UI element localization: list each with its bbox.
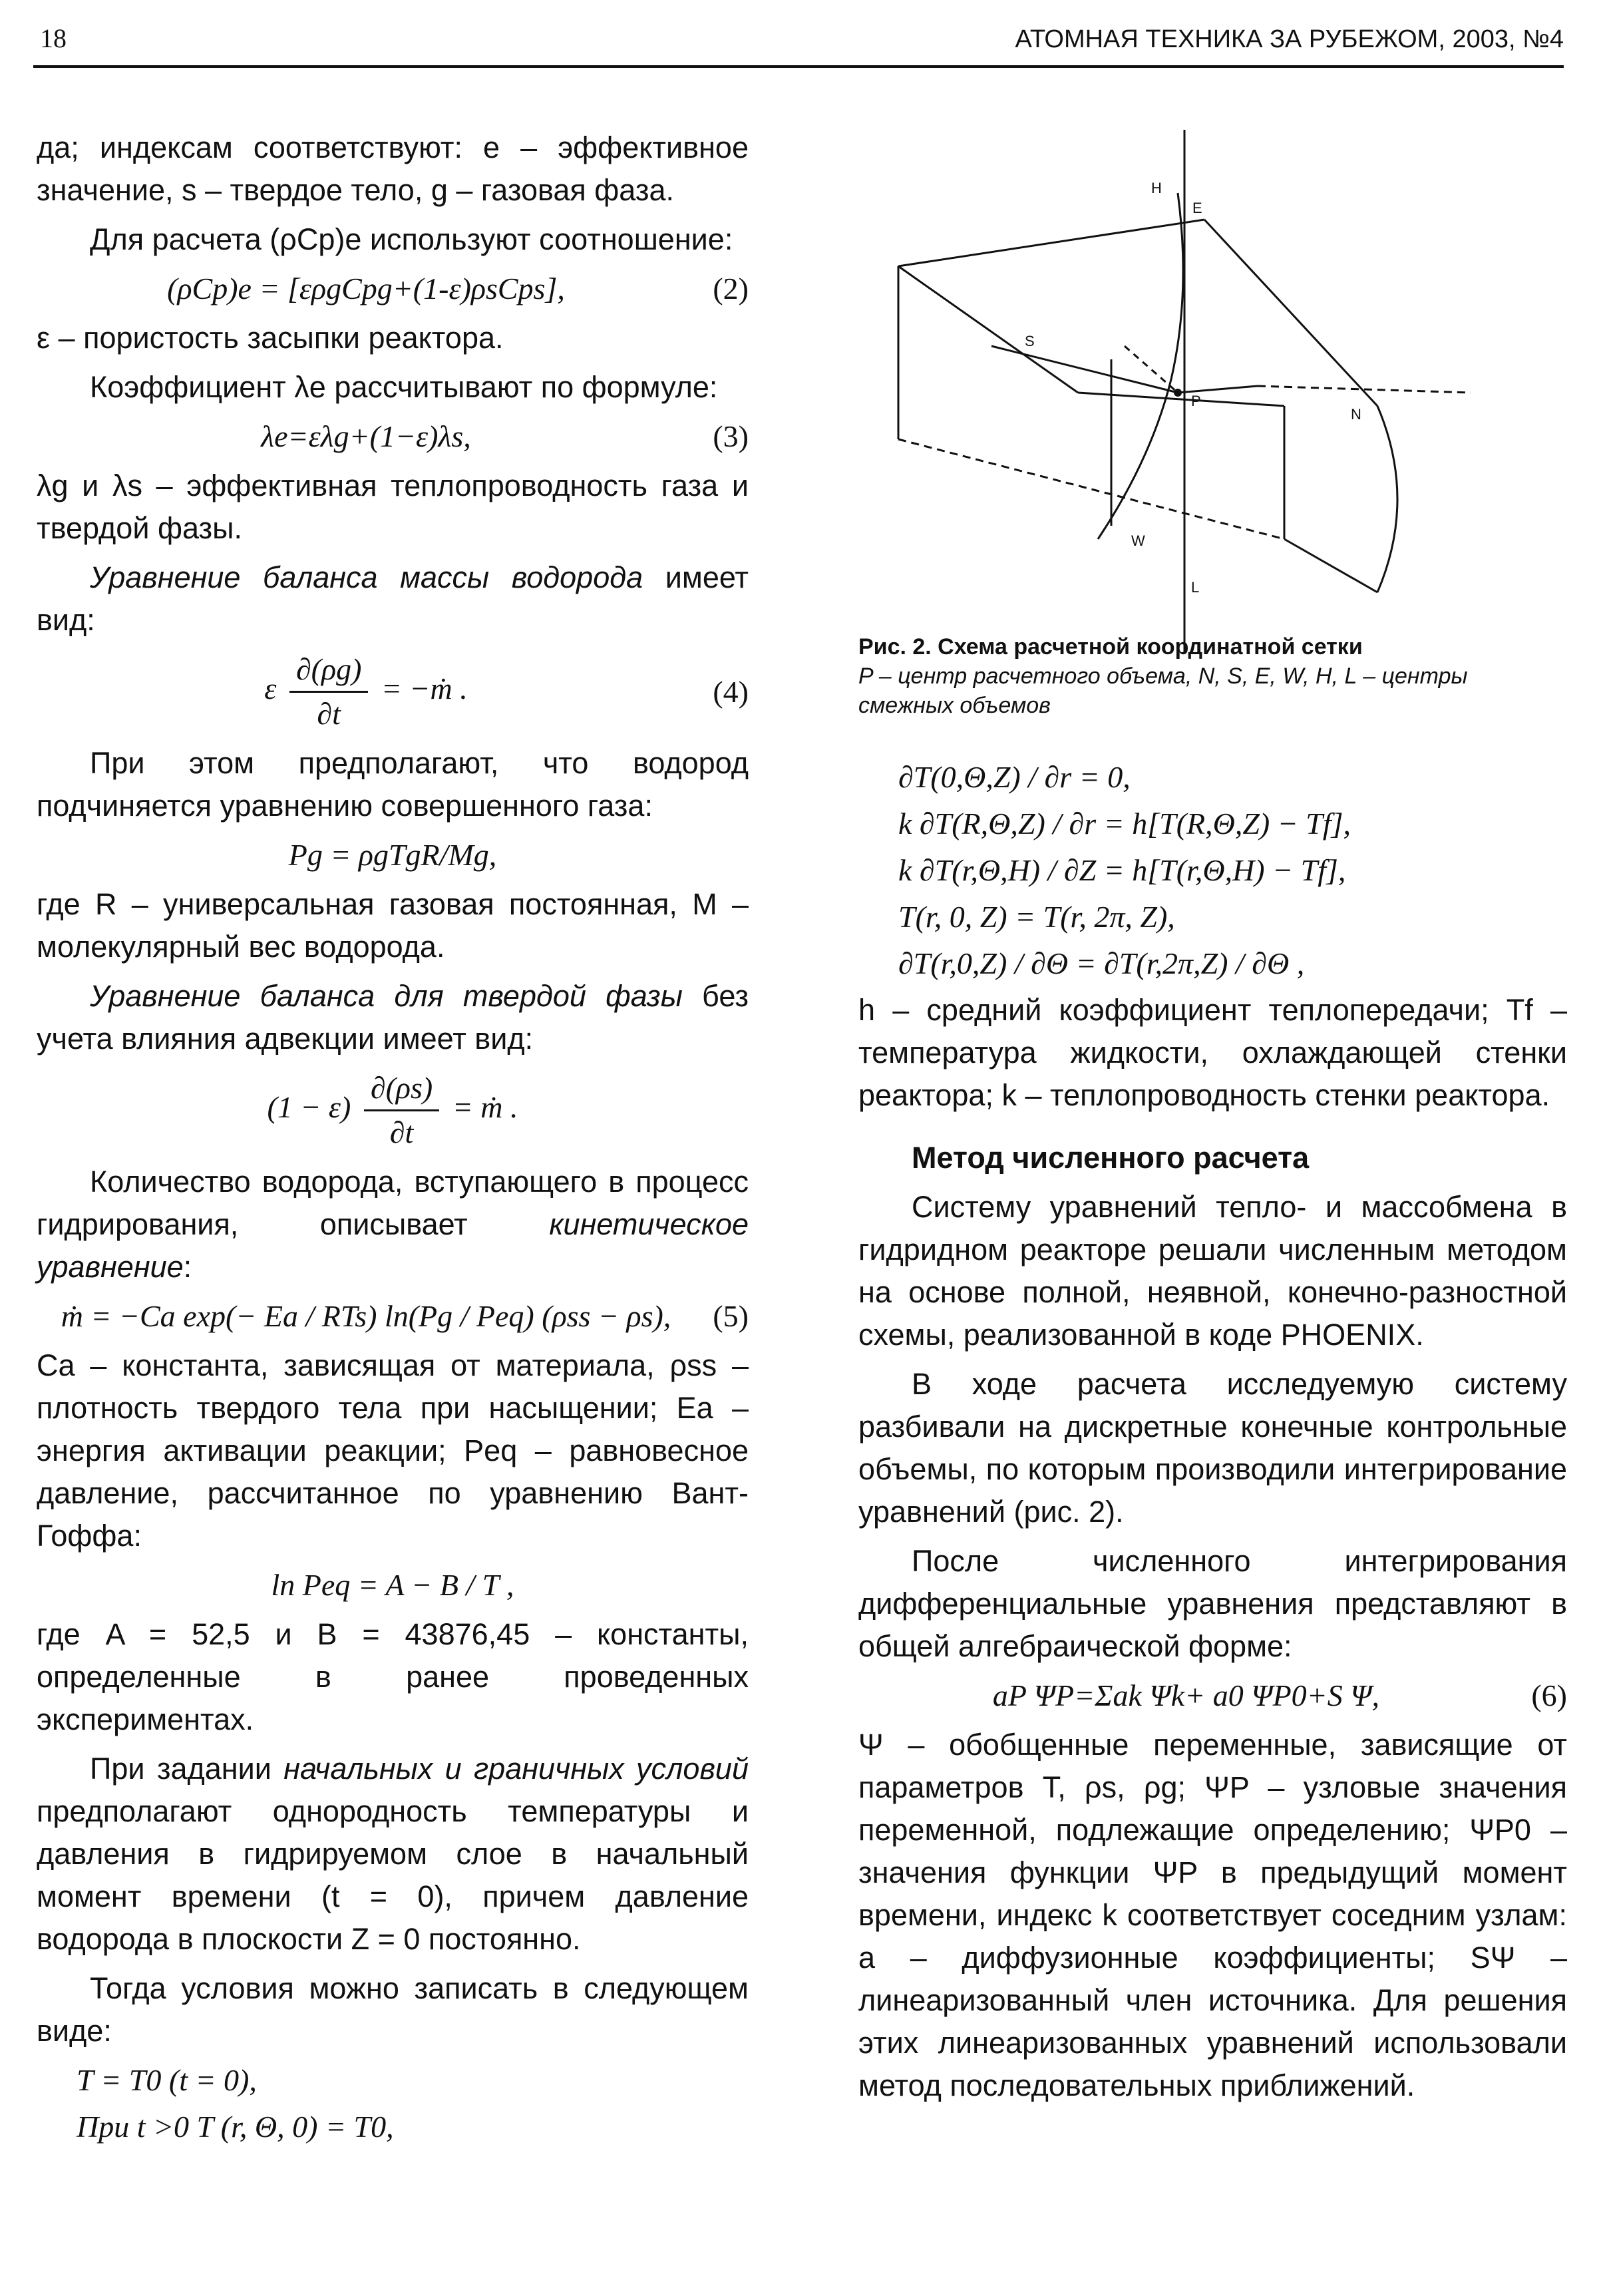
left-column bbox=[37, 126, 749, 2152]
condition-2: При t >0 T (r, Θ, 0) = T0, bbox=[77, 2110, 394, 2144]
paragraph: λg и λs – эффективная теплопроводность газа и твердой фазы. bbox=[37, 469, 749, 545]
paragraph: При задании начальных и граничных условий предполагают однородность температуры и давления в гидрируемом слое в начальный момент времени (t = 0), причем давление водорода в плоскости Z = 0 постоянно. bbox=[37, 1752, 749, 1956]
equation-3: λe=ελg+(1−ε)λs, (3) bbox=[261, 419, 749, 453]
paragraph: Уравнение баланса массы водорода имеет вид: bbox=[37, 560, 749, 637]
equation-2: (ρCp)e = [ερgCpg+(1-ε)ρsCps], (2) bbox=[167, 272, 749, 305]
paragraph: где A = 52,5 и B = 43876,45 – константы, определенные в ранее проведенных экспериментах. bbox=[37, 1617, 749, 1736]
page-header bbox=[33, 19, 1564, 68]
coordinate-grid-figure bbox=[858, 126, 1570, 652]
boundary-condition-1: ∂T(0,Θ,Z) / ∂r = 0, bbox=[898, 760, 1131, 794]
paragraph: Систему уравнений тепло- и массобмена в гидридном реакторе решали численным методом на основе полной, неявной, конечно-разностной схемы, реализованной в коде PHOENIX. bbox=[858, 1190, 1567, 1352]
journal-title: АТОМНАЯ ТЕХНИКА ЗА РУБЕЖОМ, 2003, №4 bbox=[1015, 25, 1564, 53]
boundary-condition-2: k ∂T(R,Θ,Z) / ∂r = h[T(R,Θ,Z) − Tf], bbox=[898, 807, 1351, 841]
label-l: L bbox=[1191, 579, 1200, 596]
paragraph: При этом предполагают, что водород подчиняется уравнению совершенного газа: bbox=[37, 746, 749, 823]
paragraph: Коэффициент λe рассчитывают по формуле: bbox=[90, 370, 718, 404]
caption-title: Рис. 2. Схема расчетной координатной сетки bbox=[858, 634, 1363, 660]
boundary-condition-4: T(r, 0, Z) = T(r, 2π, Z), bbox=[898, 900, 1175, 934]
boundary-condition-3: k ∂T(r,Θ,H) / ∂Z = h[T(r,Θ,H) − Tf], bbox=[898, 853, 1346, 887]
label-p: P bbox=[1191, 393, 1201, 409]
label-n: N bbox=[1351, 406, 1361, 423]
equation-gas: Pg = ρgTgR/Mg, bbox=[288, 838, 497, 872]
label-h: H bbox=[1151, 180, 1162, 196]
equation-5: ṁ = −Ca exp(− Ea / RTs) ln(Pg / Peq) (ρss − ρs), (5) bbox=[61, 1299, 749, 1333]
paragraph: В ходе расчета исследуемую систему разбивали на дискретные конечные контрольные объемы, по которым производили интегрирование уравнений (рис. 2). bbox=[858, 1367, 1567, 1529]
label-s: S bbox=[1025, 333, 1035, 349]
paragraph: да; индексам соответствуют: e – эффективное значение, s – твердое тело, g – газовая фаза. bbox=[37, 130, 749, 207]
paragraph: ε – пористость засыпки реактора. bbox=[37, 321, 504, 355]
equation-4: ε $\frac{\partial(\rho g)}{\partial t}$ = −ṁ . (4) bbox=[37, 648, 749, 735]
boundary-condition-5: ∂T(r,0,Z) / ∂Θ = ∂T(r,2π,Z) / ∂Θ , bbox=[898, 946, 1305, 980]
right-column bbox=[858, 752, 1567, 2114]
paragraph: Тогда условия можно записать в следующем виде: bbox=[37, 1971, 749, 2048]
paragraph: где R – универсальная газовая постоянная, M – молекулярный вес водорода. bbox=[37, 887, 749, 964]
paragraph: Ca – константа, зависящая от материала, ρss – плотность твердого тела при насыщении; Ea – энергия активации реакции; Peq – равновесное давление, рассчитанное по уравнению Вант-Гоффа: bbox=[37, 1348, 749, 1553]
section-heading: Метод численного расчета bbox=[912, 1141, 1310, 1175]
page-number: 18 bbox=[40, 23, 67, 53]
equation-solid: (1 − ε) $\frac{\partial(\rho s)}{\partial t}$ = ṁ . bbox=[37, 1067, 749, 1154]
paragraph: Уравнение баланса для твердой фазы без учета влияния адвекции имеет вид: bbox=[37, 979, 749, 1055]
equation-vant-hoff: ln Peq = A − B / T , bbox=[271, 1568, 514, 1602]
paragraph: Количество водорода, вступающего в процесс гидрирования, описывает кинетическое уравнение: bbox=[37, 1165, 749, 1284]
label-w: W bbox=[1131, 532, 1145, 549]
paragraph: h – средний коэффициент теплопередачи; Tf – температура жидкости, охлаждающей стенки реактора; k – теплопроводность стенки реактора. bbox=[858, 993, 1567, 1112]
label-e: E bbox=[1192, 200, 1202, 216]
equation-6: aP ΨP=Σak Ψk+ a0 ΨP0+S Ψ, (6) bbox=[992, 1678, 1567, 1712]
caption-text: P – центр расчетного объема, N, S, E, W, H, L – центры смежных объемов bbox=[858, 664, 1468, 718]
figure-caption bbox=[858, 632, 1564, 720]
paragraph: После численного интегрирования дифференциальные уравнения представляют в общей алгебраической форме: bbox=[858, 1544, 1567, 1663]
paragraph: Ψ – обобщенные переменные, зависящие от параметров T, ρs, ρg; ΨP – узловые значения переменной, подлежащие определению; ΨP0 – значения функции ΨP в предыдущий момент времени, индекс k соответствует соседним узлам: a – диффузионные коэффициенты; SΨ – линеаризованный член источника. Для решения этих линеаризованных уравнений использовали метод последовательных приближений. bbox=[858, 1728, 1567, 2102]
center-point bbox=[1174, 389, 1182, 397]
paragraph: Для расчета (ρCp)e используют соотношение: bbox=[90, 222, 733, 256]
condition-1: T = T0 (t = 0), bbox=[77, 2063, 257, 2097]
